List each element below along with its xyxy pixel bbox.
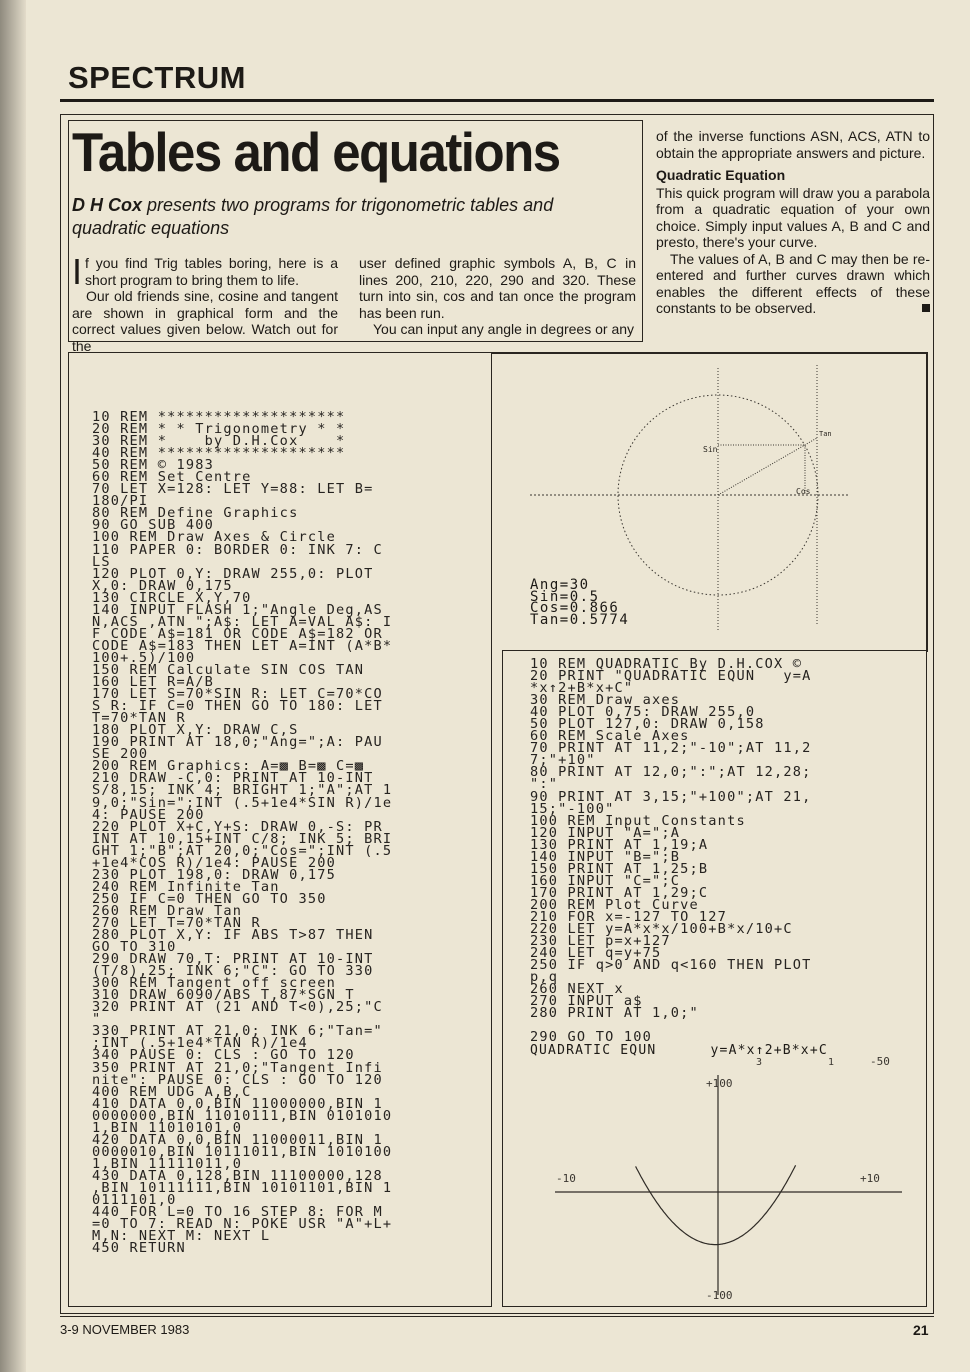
quad-listing-line: 80 PRINT AT 12,0;":";AT 12,28; (530, 764, 812, 781)
trig-listing-line: 140 INPUT FLASH 1;"Angle Deg,AS (92, 601, 383, 618)
trig-listing-line: (T/8),25; INK 6;"C": GO TO 330 (92, 963, 374, 980)
trig-listing-line: 340 PAUSE 0: CLS : GO TO 120 (92, 1047, 355, 1064)
trig-listing-line: 450 RETURN (92, 1240, 186, 1257)
trig-listing-line: 0000000,BIN 11010111,BIN 0101010 (92, 1107, 393, 1124)
quad-listing-line: 20 PRINT "QUADRATIC EQUN y=A (530, 668, 812, 685)
trig-listing-line: 250 IF C=0 THEN GO TO 350 (92, 890, 327, 907)
paragraph-input-start: You can input any angle in degrees or any (373, 321, 635, 337)
trig-listing-line: 240 REM Infinite Tan (92, 878, 280, 895)
trig-listing-line: +1e4*COS R)/1e4: PAUSE 200 (92, 854, 336, 871)
trig-listing-line: F CODE A$=181 OR CODE A$=182 OR (92, 625, 383, 642)
trig-listing-line: 410 DATA 0,0,BIN 11000000,BIN 1 (92, 1095, 383, 1112)
quad-listing-line: 160 INPUT "C=";C (530, 872, 681, 889)
trig-listing-line: 1,BIN 11010101,0 (92, 1119, 243, 1136)
trig-listing-line: LS (92, 553, 111, 570)
drop-cap: I (72, 251, 83, 292)
header-rule (60, 99, 934, 102)
paragraph-input-end: of the inverse functions ASN, ACS, ATN to obtain the appropriate answers and picture. (656, 128, 930, 161)
quad-listing-line: 200 REM Plot Curve (530, 896, 699, 913)
trig-listing-line: 30 REM * by D.H.Cox * (92, 433, 346, 450)
quad-listing-line: 60 REM Scale Axes (530, 728, 690, 745)
cos-label: Cos (796, 487, 811, 496)
trig-listing-line: 80 REM Define Graphics (92, 505, 299, 522)
trig-listing-line: 40 REM ******************** (92, 445, 346, 462)
trig-listing-line: 350 PRINT AT 21,0;"Tangent Infi (92, 1059, 383, 1076)
tick-plus-100: +100 (706, 1077, 733, 1090)
const-a: 3 (756, 1057, 763, 1068)
paragraph-functions-end: user defined graphic symbols A, B, C in lines 200, 210, 220, 290 and 320. These turn into sin, cos and tan once the program has been run. (359, 255, 636, 321)
tick-minus-100: -100 (706, 1289, 733, 1302)
trig-listing-line: GO TO 310 (92, 939, 177, 956)
trig-listing-line: 230 PLOT 198,0: DRAW 0,175 (92, 866, 336, 883)
trig-listing-line: 60 REM Set Centre (92, 469, 252, 486)
standfirst-text: presents two programs for trigonometric tables and quadratic equations (72, 195, 554, 238)
page-number: 21 (913, 1322, 929, 1338)
body-column-2 (359, 255, 636, 338)
trig-listing-line: =0 TO 7: READ N: POKE USR "A"+L+ (92, 1216, 393, 1233)
trig-listing-line: 290 DRAW 70,T: PRINT AT 10-INT (92, 951, 374, 968)
trig-listing-line: 420 DATA 0,0,BIN 11000011,BIN 1 (92, 1131, 383, 1148)
readout-tan: Tan=0.5774 (530, 611, 630, 628)
quad-listing-line: 130 PRINT AT 1,19;A (530, 836, 709, 853)
tan-label: Tan (819, 430, 832, 438)
page-spine-shadow (0, 0, 26, 1372)
trig-listing-line: ,BIN 10111111,BIN 10101101,BIN 1 (92, 1180, 393, 1196)
trig-listing-line: 4: PAUSE 200 (92, 806, 205, 823)
quadratic-program-listing (530, 658, 812, 1044)
paragraph-quadratic: This quick program will draw you a parabola from a quadratic equation of your own choice. Simply input values A, B and C and presto, there's your curve. (656, 184, 930, 250)
quad-listing-line: 170 PRINT AT 1,29;C (530, 884, 709, 901)
trig-listing-line: 440 FOR L=0 TO 16 STEP 8: FOR M (92, 1204, 383, 1221)
trig-listing-line: 0000010,BIN 10111011,BIN 1010100 (92, 1143, 393, 1160)
standfirst (72, 194, 592, 240)
trig-listing-line: 200 REM Graphics: A=▩ B=▩ C=▩ (92, 758, 365, 775)
trig-listing-line: 430 DATA 0,128,BIN 11100000,128 (92, 1167, 383, 1184)
listing-right-rule (926, 352, 928, 652)
quad-listing-line: 250 IF q>0 AND q<160 THEN PLOT (530, 957, 812, 974)
quad-listing-line: 40 PLOT 0,75: DRAW 255,0 (530, 704, 756, 721)
trig-listing-line: 320 PRINT AT (21 AND T<0),25;"C (92, 999, 383, 1016)
subheading-quadratic: Quadratic Equation (656, 167, 786, 183)
quad-listing-line: 7;"+10" (530, 752, 596, 769)
quad-listing-line: 120 INPUT "A=";A (530, 824, 681, 841)
quad-listing-line: 30 REM Draw axes (530, 692, 681, 709)
parabola-curve (636, 1165, 796, 1244)
trig-listing-line: 50 REM © 1983 (92, 457, 214, 474)
quad-listing-line: 100 REM Input Constants (530, 812, 746, 829)
trig-listing-line: 130 CIRCLE X,Y,70 (92, 589, 252, 606)
trig-listing-line: 210 DRAW -C,0: PRINT AT 10-INT (92, 770, 374, 787)
trig-listing-line: 170 LET S=70*SIN R: LET C=70*CO (92, 686, 383, 703)
trig-listing-line: ;INT (.5+1e4*TAN R)/1e4 (92, 1035, 308, 1052)
tick-minus-10: -10 (556, 1172, 576, 1185)
quad-listing-line: 90 PRINT AT 3,15;"+100";AT 21, (530, 788, 812, 805)
body-column-1 (72, 251, 338, 354)
issue-date: 3-9 NOVEMBER 1983 (60, 1322, 190, 1337)
trig-listing-line: S R: IF C=0 THEN GO TO 180: LET (92, 698, 383, 715)
const-c: -50 (870, 1055, 890, 1068)
quad-listing-line: 210 FOR x=-127 TO 127 (530, 908, 728, 925)
trig-listing-line: 110 PAPER 0: BORDER 0: INK 7: C (92, 541, 383, 558)
trig-listing-line: 270 LET T=70*TAN R (92, 914, 261, 931)
quadratic-header: QUADRATIC EQUN y=A*x↑2+B*x+C (530, 1043, 828, 1058)
trig-program-listing (92, 409, 393, 1257)
trig-listing-line: 0111101,0 (92, 1192, 177, 1209)
article-headline: Tables and equations (72, 121, 560, 183)
trig-listing-line: 1,BIN 11111011,0 (92, 1155, 243, 1172)
trig-listing-line: 100 REM Draw Axes & Circle (92, 529, 336, 546)
paragraph-intro: If you find Trig tables boring, here is a short program to bring them to life. (72, 251, 338, 292)
parabola-plot (520, 1055, 920, 1305)
trig-listing-line: S/8,15; INK 4; BRIGHT 1;"A";AT 1 (92, 782, 393, 799)
trig-listing-line: 220 PLOT X+C,Y+S: DRAW 0,-S: PR (92, 818, 383, 835)
quad-listing-line: 280 PRINT AT 1,0;" (530, 1005, 699, 1022)
end-mark (922, 304, 930, 312)
quad-listing-line: 70 PRINT AT 11,2;"-10";AT 11,2 (530, 740, 812, 757)
quad-listing-line: 15;"-100" (530, 800, 615, 817)
trig-listing-line: M,N: NEXT M: NEXT L (92, 1228, 271, 1245)
quad-listing-line: 150 PRINT AT 1,25;B (530, 860, 709, 877)
trig-listing-line: X,0: DRAW 0,175 (92, 577, 233, 594)
trig-listing-line: 120 PLOT 0,Y: DRAW 255,0: PLOT (92, 565, 374, 582)
tick-plus-10: +10 (860, 1172, 880, 1185)
trig-listing-line: 310 DRAW 6090/ABS T,87*SGN T (92, 987, 355, 1004)
trig-listing-line: 190 PRINT AT 18,0;"Ang=";A: PAU (92, 734, 383, 751)
trig-readout (530, 577, 630, 628)
trig-listing-line: " (92, 1011, 102, 1028)
body-column-3 (656, 128, 930, 317)
trig-listing-line: 10 REM ******************** (92, 409, 346, 425)
trig-listing-line: nite": PAUSE 0: CLS : GO TO 120 (92, 1071, 383, 1088)
trig-listing-line: N,ACS ,ATN ";A$: LET A=VAL A$: I (92, 613, 393, 630)
footer-rule (60, 1316, 934, 1317)
trig-listing-line: 180 PLOT X,Y: DRAW C,S (92, 722, 299, 739)
quad-listing-line: 270 INPUT a$ (530, 993, 643, 1010)
trig-listing-line: T=70*TAN R (92, 710, 186, 727)
trig-listing-line: 70 LET X=128: LET Y=88: LET B= (92, 481, 374, 498)
trig-listing-line: 100+.5)/100 (92, 649, 196, 666)
quad-listing-line: 140 INPUT "B=";B (530, 848, 681, 865)
quad-listing-line: 10 REM QUADRATIC By D.H.COX © (530, 656, 803, 672)
author-name: D H Cox (72, 195, 143, 215)
readout-sin: Sin=0.5 (530, 588, 600, 605)
quad-listing-line: 290 GO TO 100 (530, 1029, 652, 1046)
trig-listing-line: 160 LET R=A/B (92, 674, 214, 691)
trig-listing-line: 260 REM Draw Tan (92, 902, 243, 919)
trig-listing-line: GHT 1;"B";AT 20,0;"Cos=";INT (.5 (92, 842, 393, 859)
quad-listing-line: 230 LET p=x+127 (530, 933, 671, 950)
listing-top-rule (492, 352, 928, 354)
quad-listing-line: 240 LET q=y+75 (530, 945, 662, 962)
trig-listing-line: 150 REM Calculate SIN COS TAN (92, 661, 365, 678)
trig-listing-line: SE 200 (92, 746, 149, 763)
trig-listing-line: 20 REM * * Trigonometry * * (92, 421, 346, 438)
readout-angle: Ang=30 (530, 577, 590, 593)
quad-listing-line: ":" (530, 776, 559, 793)
quad-listing-line: 260 NEXT x (530, 981, 624, 998)
readout-cos: Cos=0.866 (530, 600, 620, 616)
sin-label: Sin (703, 445, 718, 454)
quad-listing-line: 220 LET y=A*x*x/100+B*x/10+C (530, 921, 793, 938)
section-heading: SPECTRUM (68, 60, 246, 95)
trig-listing-line: INT AT 10,15+INT C/8; INK 5; BRI (92, 830, 393, 847)
trig-listing-line: 300 REM Tangent off screen (92, 975, 336, 992)
paragraph-functions-start: Our old friends sine, cosine and tangent are shown in graphical form and the correct values given below. Watch out for the (72, 288, 338, 354)
trig-listing-line: 330 PRINT AT 21,0; INK 6;"Tan=" (92, 1023, 383, 1040)
trig-listing-line: 9,0;"Sin=";INT (.5+1e4*SIN R)/1e (92, 794, 393, 811)
trig-listing-line: 280 PLOT X,Y: IF ABS T>87 THEN (92, 927, 374, 944)
trig-listing-line: 400 REM UDG A,B,C (92, 1083, 252, 1100)
quad-listing-line: 50 PLOT 127,0: DRAW 0,158 (530, 716, 765, 733)
trig-listing-line: 180/PI (92, 493, 149, 510)
quad-listing-line: *x↑2+B*x+C" (530, 680, 634, 697)
const-b: 1 (828, 1057, 835, 1068)
quad-listing-line: p,q (530, 969, 559, 986)
trig-listing-line: CODE A$=183 THEN LET A=INT (A*B* (92, 637, 393, 654)
paragraph-constants: The values of A, B and C may then be re-entered and further curves drawn which enables the different effects of these constants to be observed. (656, 250, 930, 316)
trig-listing-line: 90 GO SUB 400 (92, 517, 214, 534)
